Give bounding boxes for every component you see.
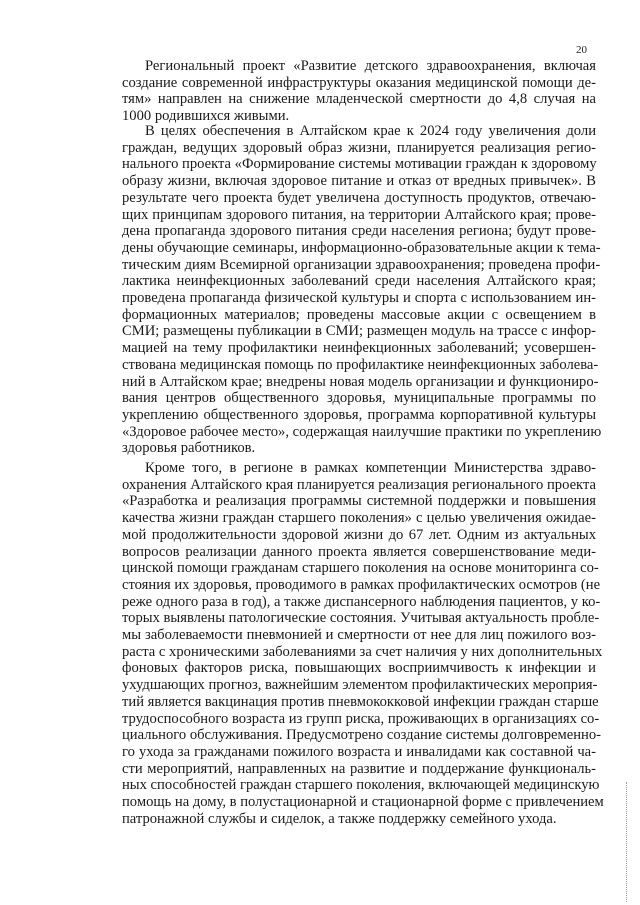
paragraph-1-line: Региональный проект «Развитие детского здравоохранения, включая <box>145 58 596 74</box>
paragraph-3-line: стояния их здоровья, проводимого в рамках профилактических осмотров (не <box>122 576 601 593</box>
paragraph-2-line: тическим диям Всемирной организации здравоохранения; проведена профи- <box>122 256 601 273</box>
paragraph-2-line: формационных материалов; проведены массовые акции с освещением в <box>122 306 596 323</box>
paragraph-3-line: охранения Алтайского края планируется реализация регионального проекта <box>122 476 596 493</box>
paragraph-1-line: 1000 родившихся живыми. <box>122 108 290 125</box>
paragraph-3-line: го ухода за гражданами пожилого возраста и инвалидами как составной ча- <box>122 743 596 760</box>
paragraph-2-line: СМИ; размещены публикации в СМИ; размещен модуль на трассе с инфор- <box>122 323 596 340</box>
paragraph-2-line: вания центров общественного здоровья, муниципальные программы по <box>122 390 596 407</box>
paragraph-2-line: образу жизни, включая здоровое питание и отказ от вредных привычек». В <box>122 173 596 190</box>
paragraph-3-line: сти мероприятий, направленных на развитие и поддержание функциональ- <box>122 760 596 777</box>
paragraph-2-line: граждан, ведущих здоровый образ жизни, планируется реализация регио- <box>122 139 596 156</box>
paragraph-2-line: В целях обеспечения в Алтайском крае к 2024 году увеличения доли <box>145 123 596 139</box>
paragraph-3-line: «Разработка и реализация программы системной поддержки и повышения <box>122 493 596 510</box>
paragraph-3-line: тий является вакцинация против пневмококковой инфекции граждан старше <box>122 693 599 710</box>
scan-edge-marks <box>626 782 628 902</box>
paragraph-3-line: помощь на дому, в полустационарной и стационарной форме с привлечением <box>122 794 604 810</box>
paragraph-2-line: результате чего проекта будет увеличена доступность продуктов, отвечаю- <box>122 189 596 206</box>
paragraph-3-line: мой продолжительности здоровой жизни до 67 лет. Одним из актуальных <box>122 526 596 543</box>
paragraph-3-line: патронажной службы и сиделок, а также поддержку семейного ухода. <box>122 810 557 827</box>
paragraph-2-line: проведена пропаганда физической культуры и спорта с использованием ин- <box>122 290 596 306</box>
paragraph-3-line: фоновых факторов риска, повышающих восприимчивость к инфекции и <box>122 660 596 677</box>
paragraph-2-line: лактика неинфекционных заболеваний среди населения Алтайского края; <box>122 273 596 290</box>
paragraph-3-line: раста с хроническими заболеваниями за счет наличия у них дополнительных <box>122 643 603 660</box>
paragraph-3-line: трудоспособного возраста из групп риска, проживающих в организациях со- <box>122 710 600 727</box>
paragraph-1-line: тям» направлен на снижение младенческой смертности до 4,8 случая на <box>122 91 596 108</box>
paragraph-3-line: торых выявлены патологические состояния. Учитывая актуальность пробле- <box>122 610 600 627</box>
paragraph-2-line: нального проекта «Формирование системы мотивации граждан к здоровому <box>122 156 597 173</box>
paragraph-3-line: Кроме того, в регионе в рамках компетенции Министерства здраво- <box>145 460 596 476</box>
paragraph-3-line: мы заболеваемости пневмонией и смертности от нее для лиц пожилого воз- <box>122 627 596 643</box>
paragraph-3-line: циального обслуживания. Предусмотрено создание системы долговременно- <box>122 727 601 744</box>
paragraph-2-line: ний в Алтайском крае; внедрены новая модель организации и функциониро- <box>122 373 599 390</box>
paragraph-3-line: ных способностей граждан старшего поколения, включающей медицинскую <box>122 777 600 794</box>
paragraph-2-line: дена пропаганда здорового питания среди населения региона; будут прове- <box>122 223 596 240</box>
page-number: 20 <box>576 44 587 56</box>
paragraph-2-line: «Здоровое рабочее место», содержащая наилучшие практики по укреплению <box>122 423 602 440</box>
paragraph-1-line: создание современной инфраструктуры оказания медицинской помощи де- <box>122 74 596 91</box>
paragraph-2-line: укреплению общественного здоровья, программа корпоративной культуры <box>122 406 596 423</box>
paragraph-3-line: реже одного раза в год), а также диспансерного наблюдения пациентов, у ко- <box>122 593 601 610</box>
paragraph-3-line: цинской помощи гражданам старшего поколения на основе мониторинга со- <box>122 560 599 577</box>
paragraph-2-line: мацией на тему профилактики неинфекционных заболеваний; усовершен- <box>122 340 596 357</box>
paragraph-2-line: здоровья работников. <box>122 440 256 457</box>
paragraph-3-line: качества жизни граждан старшего поколения» с целью увеличения ожидае- <box>122 510 596 527</box>
paragraph-3-line: вопросов реализации данного проекта является совершенствование меди- <box>122 543 596 560</box>
paragraph-2-line: щих принципам здорового питания, на территории Алтайского края; прове- <box>122 206 596 223</box>
paragraph-3-line: ухудшающих прогноз, важнейшим элементом профилактических мероприя- <box>122 677 598 694</box>
paragraph-2-line: ствована медицинская помощь по профилактике неинфекционных заболева- <box>122 356 599 373</box>
paragraph-2-line: дены обучающие семинары, информационно-образовательные акции к тема- <box>122 239 601 256</box>
